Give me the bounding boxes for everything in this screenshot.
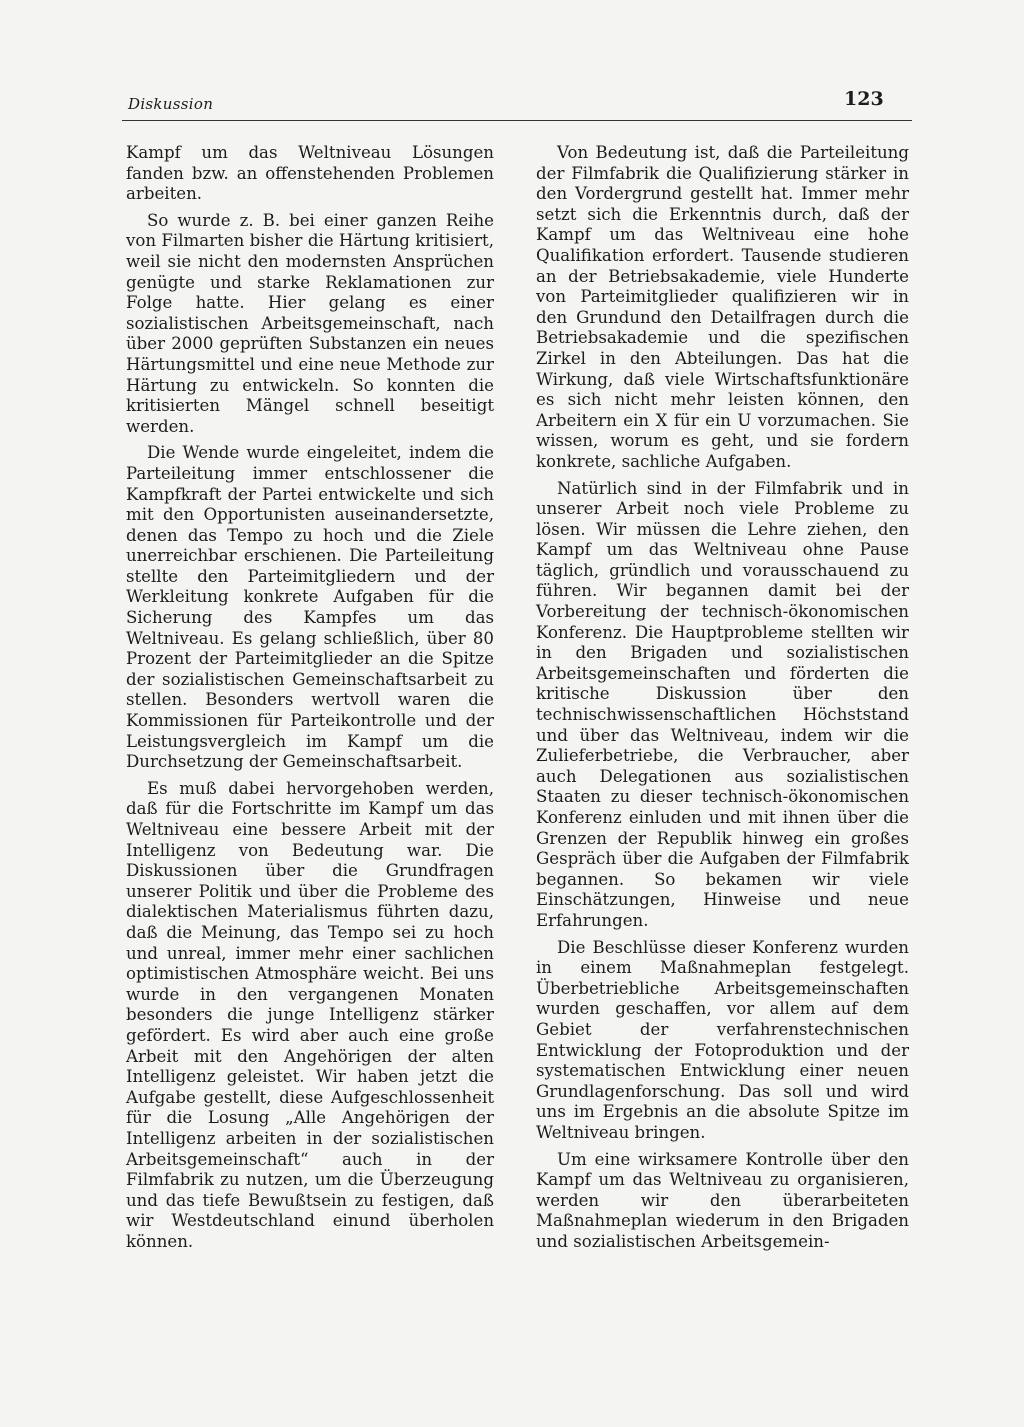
left-column	[126, 143, 494, 1258]
paragraph: Natürlich sind in der Filmfabrik und in unserer Arbeit noch viele Probleme zu lösen. Wir müssen die Lehre ziehen, den Kampf um das Weltniveau ohne Pause täglich, gründlich und vorausschauend zu führen. Wir begannen damit bei der Vorbereitung der technisch-ökonomischen Konferenz. Die Hauptprobleme stellten wir in den Brigaden und sozialistischen Arbeitsgemeinschaften und förderten die kritische Diskussion über den technischwissenschaftlichen Höchststand und über das Weltniveau, indem wir die Zulieferbetriebe, die Verbraucher, aber auch Delegationen aus sozialistischen Staaten zu dieser technisch-ökonomischen Konferenz einluden und mit ihnen über die Grenzen der Republik hinweg ein großes Gespräch über die Aufgaben der Filmfabrik begannen. So bekamen wir viele Einschätzungen, Hinweise und neue Erfahrungen.	[536, 478, 909, 930]
paragraph: Es muß dabei hervorgehoben werden, daß für die Fortschritte im Kampf um das Weltniveau eine bessere Arbeit mit der Intelligenz von Bedeutung war. Die Diskussionen über die Grundfragen unserer Politik und über die Probleme des dialektischen Materialismus führten dazu, daß die Meinung, das Tempo sei zu hoch und unreal, immer mehr einer sachlichen optimistischen Atmosphäre weicht. Bei uns wurde in den vergangenen Monaten besonders die junge Intelligenz stärker gefördert. Es wird aber auch eine große Arbeit mit den Angehörigen der alten Intelligenz geleistet. Wir haben jetzt die Aufgabe gestellt, diese Aufgeschlossenheit für die Losung „Alle Angehörigen der Intelligenz arbeiten in der sozialistischen Arbeitsgemeinschaft“ auch in der Filmfabrik zu nutzen, um die Überzeugung und das tiefe Bewußtsein zu festigen, daß wir Westdeutschland einund überholen können.	[126, 778, 494, 1251]
paragraph: Um eine wirksamere Kontrolle über den Kampf um das Weltniveau zu organisieren, werden wir den überarbeiteten Maßnahmeplan wiederum in den Brigaden und sozialistischen Arbeitsgemein-	[536, 1149, 909, 1251]
header-divider	[122, 120, 912, 121]
running-header: Diskussion	[128, 95, 214, 113]
paragraph: Kampf um das Weltniveau Lösungen fanden bzw. an offenstehenden Problemen arbeiten.	[126, 143, 494, 204]
paragraph: Die Beschlüsse dieser Konferenz wurden in einem Maßnahmeplan festgelegt. Überbetriebliche Arbeitsgemeinschaften wurden geschaffen, vor allem auf dem Gebiet der verfahrenstechnischen Entwicklung der Fotoproduktion und der systematischen Entwicklung einer neuen Grundlagenforschung. Das soll und wird uns im Ergebnis an die absolute Spitze im Weltniveau bringen.	[536, 937, 909, 1142]
page-number: 123	[844, 88, 884, 110]
right-column	[536, 143, 909, 1258]
paragraph: Die Wende wurde eingeleitet, indem die Parteileitung immer entschlossener die Kampfkraft der Partei entwickelte und sich mit den Opportunisten auseinandersetzte, denen das Tempo zu hoch und die Ziele unerreichbar erschienen. Die Parteileitung stellte den Parteimitgliedern und der Werkleitung konkrete Aufgaben für die Sicherung des Kampfes um das Weltniveau. Es gelang schließlich, über 80 Prozent der Parteimitglieder an die Spitze der sozialistischen Gemeinschaftsarbeit zu stellen. Besonders wertvoll waren die Kommissionen für Parteikontrolle und der Leistungsvergleich im Kampf um die Durchsetzung der Gemeinschaftsarbeit.	[126, 443, 494, 772]
paragraph: So wurde z. B. bei einer ganzen Reihe von Filmarten bisher die Härtung kritisiert, weil sie nicht den modernsten Ansprüchen genügte und starke Reklamationen zur Folge hatte. Hier gelang es einer sozialistischen Arbeitsgemeinschaft, nach über 2000 geprüften Substanzen ein neues Härtungsmittel und eine neue Methode zur Härtung zu entwickeln. So konnten die kritisierten Mängel schnell beseitigt werden.	[126, 210, 494, 436]
paragraph: Von Bedeutung ist, daß die Parteileitung der Filmfabrik die Qualifizierung stärker in den Vordergrund gestellt hat. Immer mehr setzt sich die Erkenntnis durch, daß der Kampf um das Weltniveau eine hohe Qualifikation erfordert. Tausende studieren an der Betriebsakademie, viele Hunderte von Parteimitglieder qualifizieren wir in den Grundund den Detailfragen durch die Betriebsakademie und die spezifischen Zirkel in den Abteilungen. Das hat die Wirkung, daß viele Wirtschaftsfunktionäre es sich nicht mehr leisten können, den Arbeitern ein X für ein U vorzumachen. Sie wissen, worum es geht, und sie fordern konkrete, sachliche Aufgaben.	[536, 143, 909, 471]
